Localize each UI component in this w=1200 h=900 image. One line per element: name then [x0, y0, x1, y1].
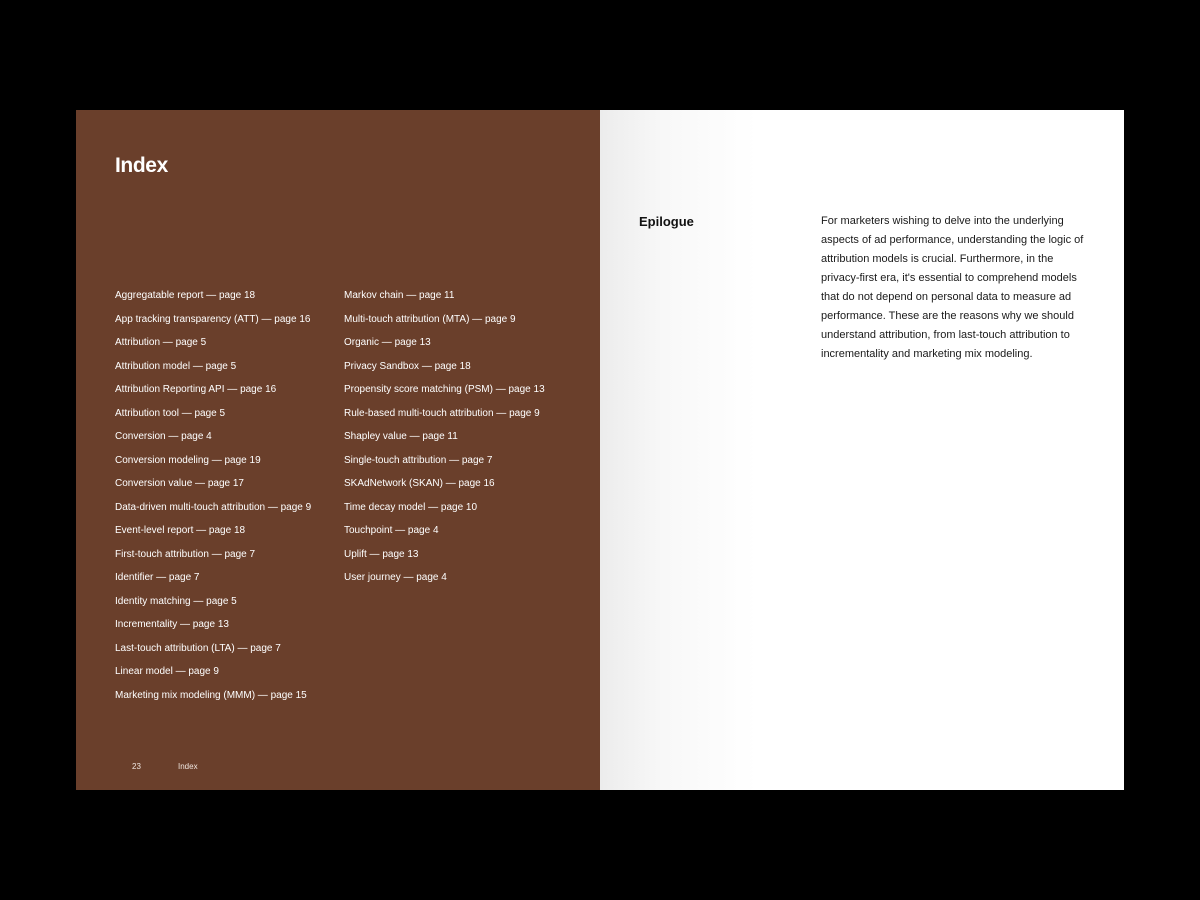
- index-entry: Attribution tool — page 5: [115, 407, 226, 419]
- index-entry: Attribution — page 5: [115, 337, 207, 348]
- index-entry: Markov chain — page 11: [344, 290, 455, 301]
- index-entry: User journey — page 4: [344, 572, 447, 583]
- index-entry: Conversion value — page 17: [115, 478, 244, 489]
- index-entry: Time decay model — page 10: [344, 501, 478, 513]
- index-column-2: [344, 284, 584, 590]
- index-entry: Aggregatable report — page 18: [115, 290, 256, 301]
- index-entry: Linear model — page 9: [115, 666, 219, 677]
- index-entry: SKAdNetwork (SKAN) — page 16: [344, 478, 495, 489]
- index-entry: Touchpoint — page 4: [344, 525, 439, 536]
- index-entry: Attribution Reporting API — page 16: [115, 384, 277, 395]
- index-entry: Conversion — page 4: [115, 431, 212, 442]
- index-entry: Propensity score matching (PSM) — page 13: [344, 384, 545, 395]
- index-entry: Event-level report — page 18: [115, 525, 246, 536]
- index-entry: Uplift — page 13: [344, 548, 419, 560]
- index-entry: Single-touch attribution — page 7: [344, 454, 493, 466]
- index-entry: First-touch attribution — page 7: [115, 548, 256, 560]
- book-spread: [76, 110, 1124, 790]
- footer-section-label: Index: [178, 762, 198, 771]
- index-entry: Rule-based multi-touch attribution — page 9: [344, 407, 540, 419]
- index-column-1: [115, 284, 335, 707]
- epilogue-body: For marketers wishing to delve into the underlying aspects of ad performance, understanding the logic of attribution models is crucial. Furthermore, in the privacy-first era, it's essential to comprehend models that do not depend on personal data to measure ad performance. These are the reasons why we should understand attribution, from last-touch attribution to incrementality and marketing mix modeling.: [821, 215, 1084, 360]
- index-entry: Multi-touch attribution (MTA) — page 9: [344, 313, 516, 325]
- epilogue-heading: Epilogue: [639, 214, 694, 229]
- index-page: [76, 110, 600, 790]
- index-entry: Incrementality — page 13: [115, 619, 229, 630]
- index-entry: Shapley value — page 11: [344, 431, 458, 442]
- page-number: 23: [132, 762, 141, 771]
- index-title: Index: [115, 154, 168, 177]
- index-entry: Identifier — page 7: [115, 572, 200, 583]
- epilogue-page: [600, 110, 1124, 790]
- index-entry: Attribution model — page 5: [115, 360, 237, 372]
- index-entry: Organic — page 13: [344, 337, 431, 348]
- index-entry: Marketing mix modeling (MMM) — page 15: [115, 689, 307, 701]
- index-entry: Last-touch attribution (LTA) — page 7: [115, 642, 281, 654]
- page-footer: [132, 762, 198, 771]
- index-entry: App tracking transparency (ATT) — page 16: [115, 313, 311, 325]
- index-entry: Privacy Sandbox — page 18: [344, 360, 471, 372]
- index-entry: Identity matching — page 5: [115, 595, 237, 607]
- index-entry: Data-driven multi-touch attribution — page 9: [115, 501, 312, 513]
- index-entry: Conversion modeling — page 19: [115, 454, 261, 466]
